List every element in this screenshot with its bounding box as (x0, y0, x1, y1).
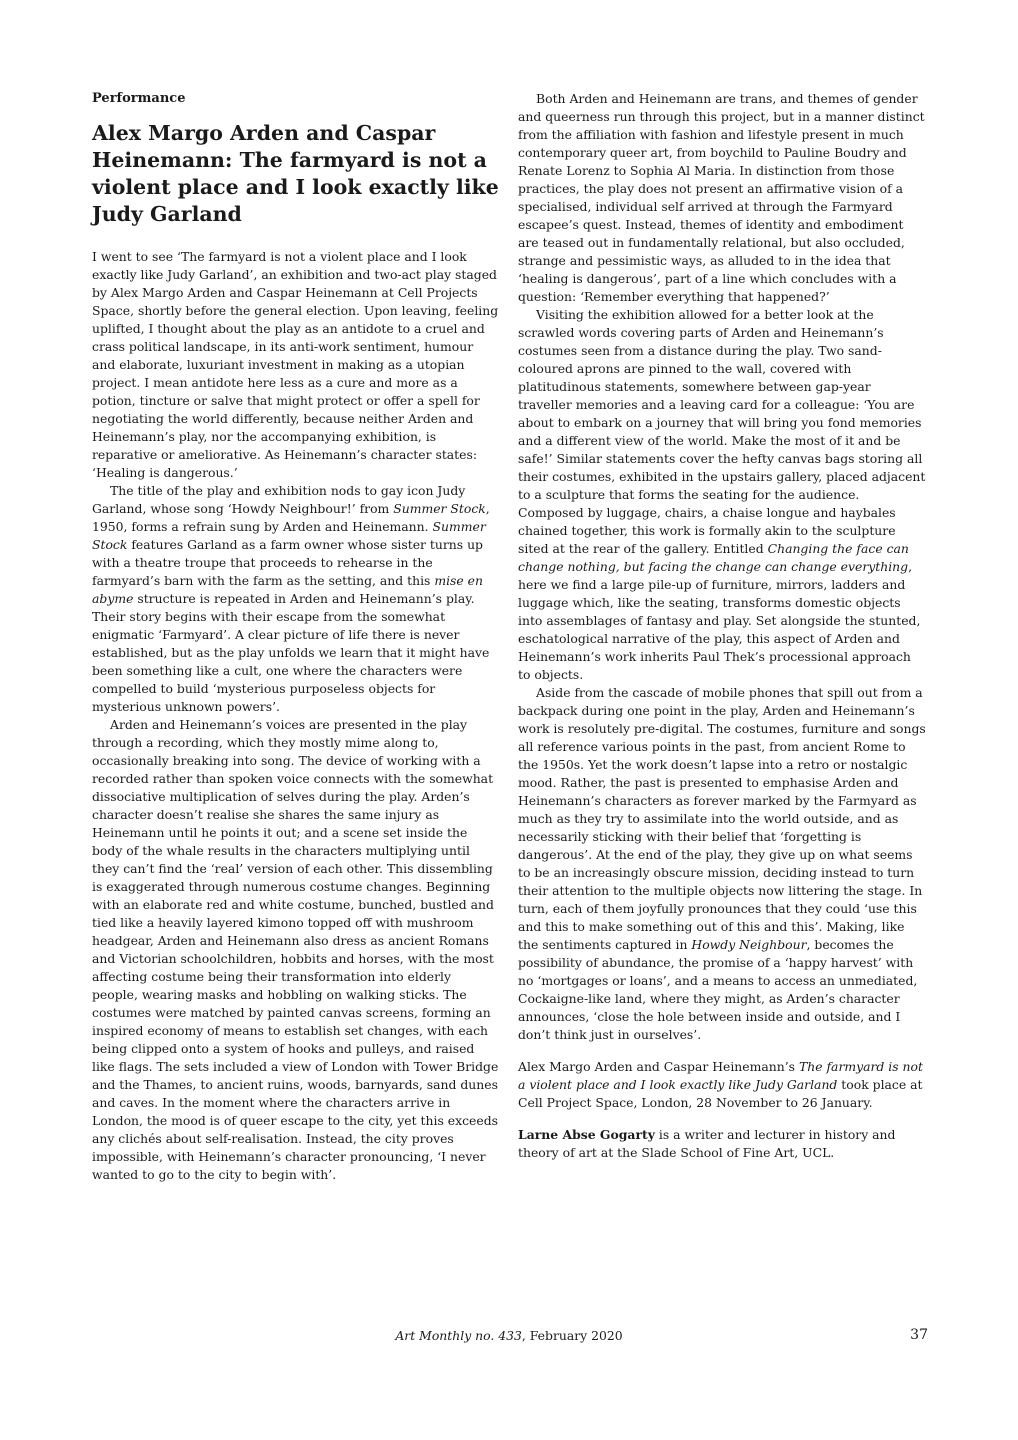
magazine-name: Art Monthly no. 433 (395, 1328, 522, 1343)
author-bio (518, 1126, 926, 1162)
text-run: Alex Margo Arden and Caspar Heinemann’s (518, 1059, 799, 1074)
paragraph: I went to see ‘The farmyard is not a violent place and I look exactly like Judy Garland’, an exhibition and two-act play staged by Alex Margo Arden and Caspar Heinemann at Cell Projects Space, shortly before the general election. Upon leaving, feeling uplifted, I thought about the play as an antidote to a cruel and crass political landscape, in its anti-work sentiment, humour and elaborate, luxuriant investment in making as a utopian project. I mean antidote here less as a cure and more as a potion, tincture or salve that might protect or offer a spell for negotiating the world differently, because neither Arden and Heinemann’s play, nor the accompanying exhibition, is reparative or ameliorative. As Heinemann’s character states: ‘Healing is dangerous.’ (92, 249, 499, 480)
left-column (92, 90, 500, 1184)
text-run: , becomes the possibility of abundance, the promise of a ‘happy harvest’ with no ‘mortgages or loans’, and a means to access an unmediated, Cockaigne-like land, where they might, as Arden’s character announces, ‘close the hole between inside and outside, and I don’t think just in ourselves’. (518, 937, 918, 1042)
italic-title: Summer Stock (393, 501, 486, 516)
italic-title: Howdy Neighbour (691, 937, 807, 952)
text-run: Visiting the exhibition allowed for a better look at the scrawled words covering parts of Arden and Heinemann’s costumes seen from a distance during the play. Two sand-coloured aprons are pinned to the wall, covered with platitudinous statements, somewhere between gap-year traveller memories and a leaving card for a colleague: ‘You are about to embark on a journey that will bring you fond memories and a different view of the world. Make the most of it and be safe!’ Similar statements cover the hefty canvas bags storing all their costumes, exhibited in the upstairs gallery, placed adjacent to a sculpture that forms the seating for the audience. Composed by luggage, chairs, a chaise longue and haybales chained together, this work is formally akin to the sculpture sited at the rear of the gallery. Entitled (518, 307, 926, 556)
paragraph (518, 684, 926, 1044)
italic-phrase: mise en abyme (92, 573, 483, 606)
section-label: Performance (92, 91, 186, 106)
italic-title: Summer Stock (92, 519, 486, 552)
text-run: , 1950, forms a refrain sung by Arden and Heinemann. (92, 501, 490, 534)
issue-date: , February 2020 (521, 1328, 623, 1343)
text-run: features Garland as a farm owner whose sister turns up with a theatre troupe that proceeds to rehearse in the farmyard’s barn with the farm as the setting, and this (92, 537, 483, 588)
author-name: Larne Abse Gogarty (518, 1127, 655, 1142)
paragraph (92, 482, 500, 716)
spacer (518, 1112, 926, 1126)
author-description: is a writer and lecturer in history and theory of art at the Slade School of Fine Art, UCL. (518, 1127, 896, 1160)
article-headline: Alex Margo Arden and Caspar Heinemann: The farmyard is not a violent place and I look exactly like Judy Garland (92, 121, 499, 226)
exhibition-info (518, 1058, 926, 1112)
text-run: took place at Cell Project Space, London, 28 November to 26 January. (518, 1077, 923, 1110)
right-column (518, 90, 926, 1162)
italic-title: The farmyard is not a violent place and I look exactly like Judy Garland (518, 1059, 923, 1092)
paragraph: Both Arden and Heinemann are trans, and themes of gender and queerness run through this project, but in a manner distinct from the affiliation with fashion and lifestyle present in much contemporary queer art, from boychild to Pauline Boudry and Renate Lorenz to Sophia Al Maria. In distinction from those practices, the play does not present an affirmative vision of a specialised, individual self arrived at through the Farmyard escapee’s quest. Instead, themes of identity and embodiment are teased out in fundamentally relational, but also occluded, strange and pessimistic ways, as alluded to in the idea that ‘healing is dangerous’, part of a line which concludes with a question: ‘Remember everything that happened?’ (518, 91, 925, 304)
text-run: The title of the play and exhibition nods to gay icon Judy Garland, whose song ‘Howdy Neighbour!’ from (92, 483, 466, 516)
footer-credit (0, 1327, 1018, 1345)
italic-title: Changing the face can change nothing, but facing the change can change everything (518, 541, 909, 574)
text-run: Aside from the cascade of mobile phones that spill out from a backpack during one point in the play, Arden and Heinemann’s work is resolutely pre-digital. The costumes, furniture and songs all reference various points in the past, from ancient Rome to the 1950s. Yet the work doesn’t lapse into a retro or nostalgic mood. Rather, the past is presented to emphasise Arden and Heinemann’s characters as forever marked by the Farmyard as much as they try to assimilate into the world outside, and as necessarily sticking with their belief that ‘forgetting is dangerous’. At the end of the play, they give up on what seems to be an increasingly obscure mission, deciding instead to turn their attention to the multiple objects now littering the stage. In turn, each of them joyfully pronounces that they could ‘use this and this to make something out of this and this’. Making, like the sentiments captured in (518, 685, 926, 952)
paragraph: Arden and Heinemann’s voices are presented in the play through a recording, which they mostly mime along to, occasionally breaking into song. The device of working with a recorded rather than spoken voice connects with the somewhat dissociative multiplication of selves during the play. Arden’s character doesn’t realise she shares the same injury as Heinemann until he points it out; and a scene set inside the body of the whale results in the characters multiplying until they can’t find the ‘real’ version of each other. This dissembling is exaggerated through numerous costume changes. Beginning with an elaborate red and white costume, bunched, bustled and tied like a heavily layered kimono topped off with mushroom headgear, Arden and Heinemann also dress as ancient Romans and Victorian schoolchildren, hobbits and horses, with the most affecting costume being their transformation into elderly people, wearing masks and hobbling on walking sticks. The costumes were matched by painted canvas screens, forming an inspired economy of means to establish set changes, with each being clipped onto a system of hooks and pulleys, and raised like flags. The sets included a view of London with Tower Bridge and the Thames, to ancient ruins, woods, barnyards, sand dunes and caves. In the moment where the characters arrive in London, the mood is of queer escape to the city, yet this exceeds any clichés about self-realisation. Instead, the city proves impossible, with Heinemann’s character pronouncing, ‘I never wanted to go to the city to begin with’. (92, 717, 499, 1182)
page-number: 37 (910, 1327, 928, 1343)
text-run: , here we find a large pile-up of furniture, mirrors, ladders and luggage which, like the seating, transforms domestic objects into assemblages of fantasy and play. Set alongside the stunted, eschatological narrative of the play, this aspect of Arden and Heinemann’s work inherits Paul Thek’s processional approach to objects. (518, 559, 921, 682)
spacer (518, 1044, 926, 1058)
text-run: structure is repeated in Arden and Heinemann’s play. Their story begins with their escape from the somewhat enigmatic ‘Farmyard’. A clear picture of life there is never established, but as the play unfolds we learn that it might have been something like a cult, one where the characters were compelled to build ‘mysterious purposeless objects for mysterious unknown powers’. (92, 591, 490, 714)
paragraph (518, 306, 926, 684)
